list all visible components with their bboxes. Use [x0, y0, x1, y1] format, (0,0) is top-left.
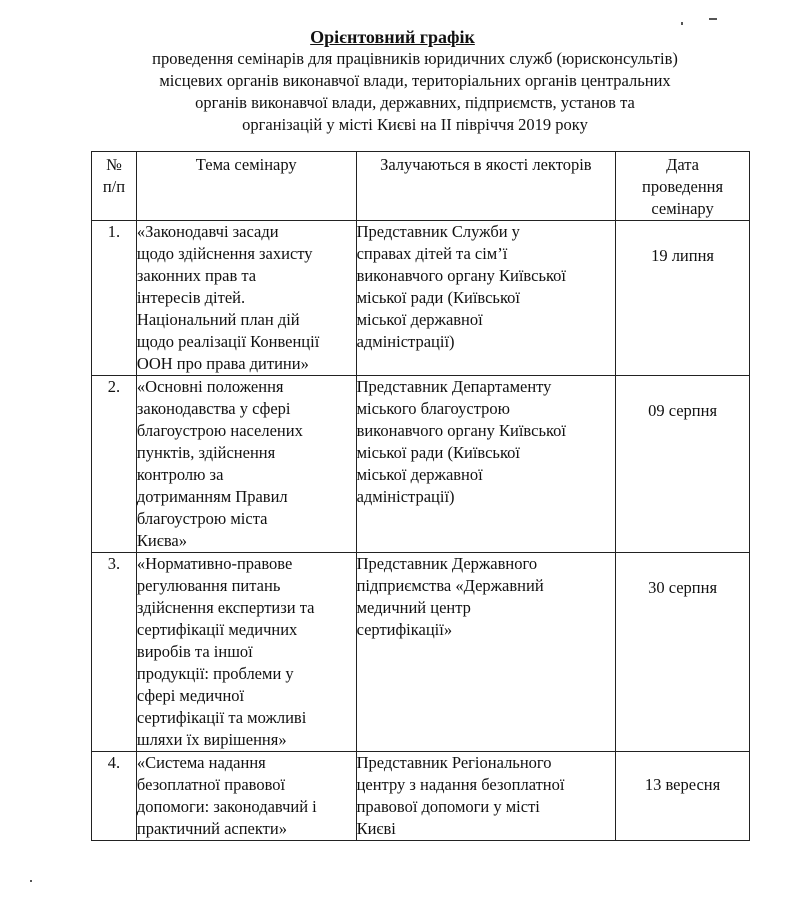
- row-lecturers: Представник Служби у справах дітей та сім’ї виконавчого органу Київської міської ради (Київської міської державної адміністрації): [356, 221, 616, 376]
- row-date-cell: [616, 376, 750, 553]
- row-date: 13 вересня: [644, 775, 721, 794]
- row-topic: «Законодавчі засади щодо здійснення захисту законних прав та інтересів дітей. Національний план дій щодо реалізації Конвенції ООН про права дитини»: [136, 221, 356, 376]
- row-date-cell: [616, 553, 750, 752]
- row-lecturers: Представник Департаменту міського благоустрою виконавчого органу Київської міської ради (Київської міської державної адміністрації): [356, 376, 616, 553]
- header-num: № п/п: [92, 152, 137, 221]
- document-title: Орієнтовний графік: [310, 27, 475, 47]
- subtitle-line: організацій у місті Києві на ІІ півріччя 2019 року: [242, 115, 588, 134]
- row-lecturers: Представник Регіонального центру з надання безоплатної правової допомоги у місті Києві: [356, 752, 616, 841]
- subtitle-line: місцевих органів виконавчої влади, територіальних органів центральних: [159, 71, 671, 90]
- row-topic: «Система надання безоплатної правової допомоги: законодавчий і практичний аспекти»: [136, 752, 356, 841]
- row-number: 2.: [92, 376, 137, 553]
- row-lecturers: Представник Державного підприємства «Державний медичний центр сертифікації»: [356, 553, 616, 752]
- row-topic: «Основні положення законодавства у сфері благоустрою населених пунктів, здійснення контролю за дотриманням Правил благоустрою міста Києва»: [136, 376, 356, 553]
- row-number: 4.: [92, 752, 137, 841]
- row-date: 19 липня: [651, 246, 715, 265]
- table-row: [92, 752, 750, 841]
- seminar-schedule-table: [91, 151, 750, 841]
- table-row: [92, 553, 750, 752]
- row-number: 3.: [92, 553, 137, 752]
- subtitle-line: проведення семінарів для працівників юридичних служб (юрисконсультів): [152, 49, 678, 68]
- header-lecturers: Залучаються в якості лекторів: [356, 152, 616, 221]
- subtitle-line: органів виконавчої влади, державних, підприємств, установ та: [195, 93, 635, 112]
- header-topic: Тема семінару: [136, 152, 356, 221]
- table-header-row: [92, 152, 750, 221]
- row-date-cell: [616, 221, 750, 376]
- row-number: 1.: [92, 221, 137, 376]
- scan-speck: [30, 880, 32, 882]
- document-subtitle: [95, 48, 735, 136]
- table-row: [92, 376, 750, 553]
- header-date: Дата проведення семінару: [616, 152, 750, 221]
- scan-speck: [709, 18, 717, 20]
- row-date: 30 серпня: [648, 578, 718, 597]
- table-row: [92, 221, 750, 376]
- row-date-cell: [616, 752, 750, 841]
- scan-speck: [681, 22, 683, 25]
- row-date: 09 серпня: [648, 401, 718, 420]
- row-topic: «Нормативно-правове регулювання питань здійснення експертизи та сертифікації медичних виробів та іншої продукції: проблеми у сфері медичної сертифікації та можливі шляхи їх вирішення»: [136, 553, 356, 752]
